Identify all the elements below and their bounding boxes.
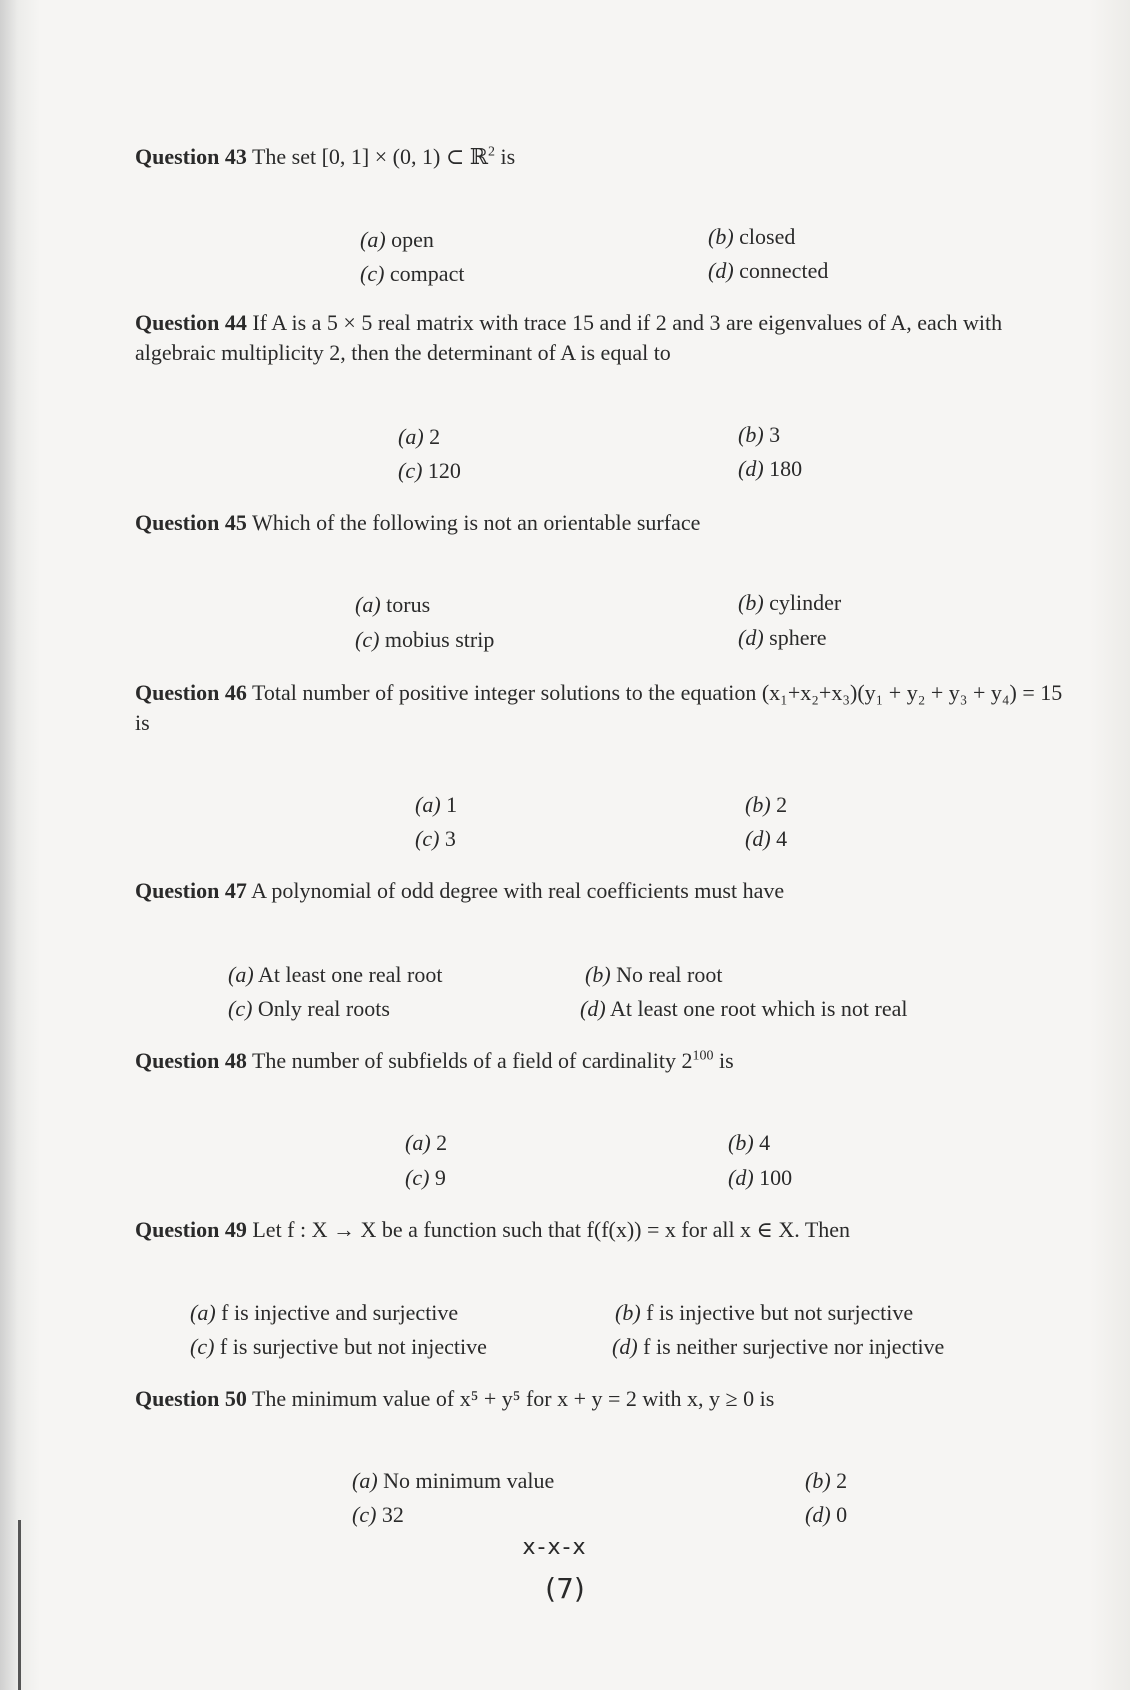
option-d bbox=[612, 1332, 944, 1362]
option-label: (c) bbox=[415, 826, 440, 851]
option-c bbox=[190, 1332, 487, 1362]
option-label: (a) bbox=[190, 1300, 216, 1325]
option-label: (b) bbox=[708, 224, 734, 249]
option-b bbox=[738, 420, 780, 450]
option-label: (c) bbox=[360, 261, 385, 286]
option-b bbox=[728, 1128, 770, 1158]
question-number: Question 46 bbox=[135, 680, 247, 705]
question-text: Which of the following is not an orientable surface bbox=[251, 510, 701, 535]
question-text: The minimum value of x⁵ + y⁵ for x + y = 2 with x, y ≥ 0 is bbox=[251, 1386, 775, 1411]
option-b bbox=[805, 1466, 847, 1496]
option-text: 2 bbox=[776, 792, 788, 817]
option-a bbox=[398, 422, 440, 452]
option-text: sphere bbox=[769, 625, 827, 650]
question-text-superscript: 100 bbox=[692, 1048, 714, 1064]
question-50 bbox=[135, 1384, 1075, 1414]
option-c bbox=[405, 1163, 446, 1193]
option-c bbox=[352, 1500, 404, 1530]
option-d bbox=[738, 454, 802, 484]
question-text-end: is bbox=[713, 1048, 734, 1073]
option-text: 120 bbox=[427, 458, 461, 483]
option-text: Only real roots bbox=[257, 996, 390, 1021]
option-text: 4 bbox=[776, 826, 788, 851]
option-d bbox=[805, 1500, 847, 1530]
option-a bbox=[360, 225, 434, 255]
option-text: f is surjective but not injective bbox=[219, 1334, 487, 1359]
option-label: (d) bbox=[580, 996, 606, 1021]
question-number: Question 48 bbox=[135, 1048, 247, 1073]
question-number: Question 50 bbox=[135, 1386, 247, 1411]
option-text: 100 bbox=[759, 1165, 793, 1190]
question-43 bbox=[135, 142, 1075, 172]
option-b bbox=[745, 790, 787, 820]
option-text: 2 bbox=[429, 424, 441, 449]
option-d bbox=[728, 1163, 792, 1193]
question-45 bbox=[135, 508, 1075, 538]
question-number: Question 43 bbox=[135, 144, 247, 169]
option-label: (d) bbox=[612, 1334, 638, 1359]
option-label: (d) bbox=[738, 456, 764, 481]
option-label: (d) bbox=[708, 258, 734, 283]
option-a bbox=[355, 590, 430, 620]
option-b bbox=[738, 588, 841, 618]
option-label: (a) bbox=[228, 962, 254, 987]
option-label: (a) bbox=[405, 1130, 431, 1155]
option-label: (d) bbox=[728, 1165, 754, 1190]
option-c bbox=[228, 994, 390, 1024]
option-text: 1 bbox=[446, 792, 458, 817]
option-label: (b) bbox=[585, 962, 611, 987]
option-label: (b) bbox=[738, 422, 764, 447]
end-mark: x-x-x bbox=[522, 1535, 588, 1560]
option-label: (c) bbox=[352, 1502, 377, 1527]
option-d bbox=[745, 824, 787, 854]
option-text: At least one root which is not real bbox=[609, 996, 908, 1021]
option-text: open bbox=[391, 227, 434, 252]
option-c bbox=[355, 625, 494, 655]
question-text: If A is a 5 × 5 real matrix with trace 15 and if 2 and 3 are eigenvalues of A, each with algebraic multiplicity 2, then the determinant of A is equal to bbox=[135, 310, 1003, 365]
option-text: closed bbox=[739, 224, 796, 249]
option-text: 2 bbox=[836, 1468, 848, 1493]
option-text: f is neither surjective nor injective bbox=[643, 1334, 945, 1359]
option-text: 3 bbox=[444, 826, 456, 851]
option-a bbox=[190, 1298, 458, 1328]
page-number: (7) bbox=[545, 1572, 585, 1605]
option-c bbox=[398, 456, 461, 486]
option-text: 32 bbox=[381, 1502, 404, 1527]
option-c bbox=[415, 824, 456, 854]
question-number: Question 47 bbox=[135, 878, 247, 903]
question-47 bbox=[135, 876, 1075, 906]
question-46 bbox=[135, 678, 1075, 738]
option-text: At least one real root bbox=[257, 962, 443, 987]
option-a bbox=[415, 790, 457, 820]
option-label: (c) bbox=[190, 1334, 215, 1359]
option-label: (d) bbox=[745, 826, 771, 851]
option-label: (a) bbox=[398, 424, 424, 449]
option-label: (c) bbox=[228, 996, 253, 1021]
option-label: (b) bbox=[745, 792, 771, 817]
option-text: f is injective and surjective bbox=[221, 1300, 459, 1325]
question-text-superscript: 2 bbox=[488, 144, 496, 160]
option-text: torus bbox=[386, 592, 431, 617]
option-a bbox=[228, 960, 442, 990]
option-label: (a) bbox=[352, 1468, 378, 1493]
option-text: 2 bbox=[436, 1130, 448, 1155]
option-a bbox=[352, 1466, 554, 1496]
option-label: (a) bbox=[360, 227, 386, 252]
option-label: (d) bbox=[738, 625, 764, 650]
option-label: (c) bbox=[355, 627, 380, 652]
question-text: Let f : X → X be a function such that f(f(x)) = x for all x ∈ X. Then bbox=[252, 1217, 851, 1242]
question-number: Question 45 bbox=[135, 510, 247, 535]
option-label: (b) bbox=[738, 590, 764, 615]
question-number: Question 49 bbox=[135, 1217, 247, 1242]
option-text: connected bbox=[739, 258, 829, 283]
option-text: compact bbox=[389, 261, 465, 286]
option-label: (b) bbox=[615, 1300, 641, 1325]
question-text: A polynomial of odd degree with real coefficients must have bbox=[251, 878, 785, 903]
option-text: 9 bbox=[434, 1165, 446, 1190]
option-label: (d) bbox=[805, 1502, 831, 1527]
option-text: 180 bbox=[769, 456, 803, 481]
option-d bbox=[708, 256, 828, 286]
question-text: The set [0, 1] × (0, 1) ⊂ ℝ bbox=[251, 144, 489, 169]
option-b bbox=[585, 960, 722, 990]
option-d bbox=[580, 994, 908, 1024]
page-edge-line bbox=[18, 1520, 21, 1690]
option-b bbox=[615, 1298, 913, 1328]
option-label: (b) bbox=[805, 1468, 831, 1493]
option-text: No real root bbox=[616, 962, 723, 987]
option-label: (a) bbox=[355, 592, 381, 617]
question-44 bbox=[135, 308, 1075, 368]
question-49 bbox=[135, 1215, 1075, 1245]
question-number: Question 44 bbox=[135, 310, 247, 335]
option-text: mobius strip bbox=[384, 627, 495, 652]
option-label: (b) bbox=[728, 1130, 754, 1155]
question-text: The number of subfields of a field of cardinality 2 bbox=[251, 1048, 693, 1073]
option-text: 4 bbox=[759, 1130, 771, 1155]
question-text: Total number of positive integer solutions to the equation (x₁+x₂+x₃)(y₁ + y₂ + y₃ + y₄) = 15 is bbox=[135, 680, 1063, 735]
question-48 bbox=[135, 1046, 1075, 1076]
option-text: f is injective but not surjective bbox=[646, 1300, 914, 1325]
option-text: No minimum value bbox=[383, 1468, 555, 1493]
option-d bbox=[738, 623, 827, 653]
option-text: 3 bbox=[769, 422, 781, 447]
option-text: cylinder bbox=[769, 590, 842, 615]
option-label: (c) bbox=[398, 458, 423, 483]
option-c bbox=[360, 259, 464, 289]
option-a bbox=[405, 1128, 447, 1158]
option-b bbox=[708, 222, 795, 252]
option-text: 0 bbox=[836, 1502, 848, 1527]
question-text-end: is bbox=[495, 144, 516, 169]
option-label: (c) bbox=[405, 1165, 430, 1190]
option-label: (a) bbox=[415, 792, 441, 817]
